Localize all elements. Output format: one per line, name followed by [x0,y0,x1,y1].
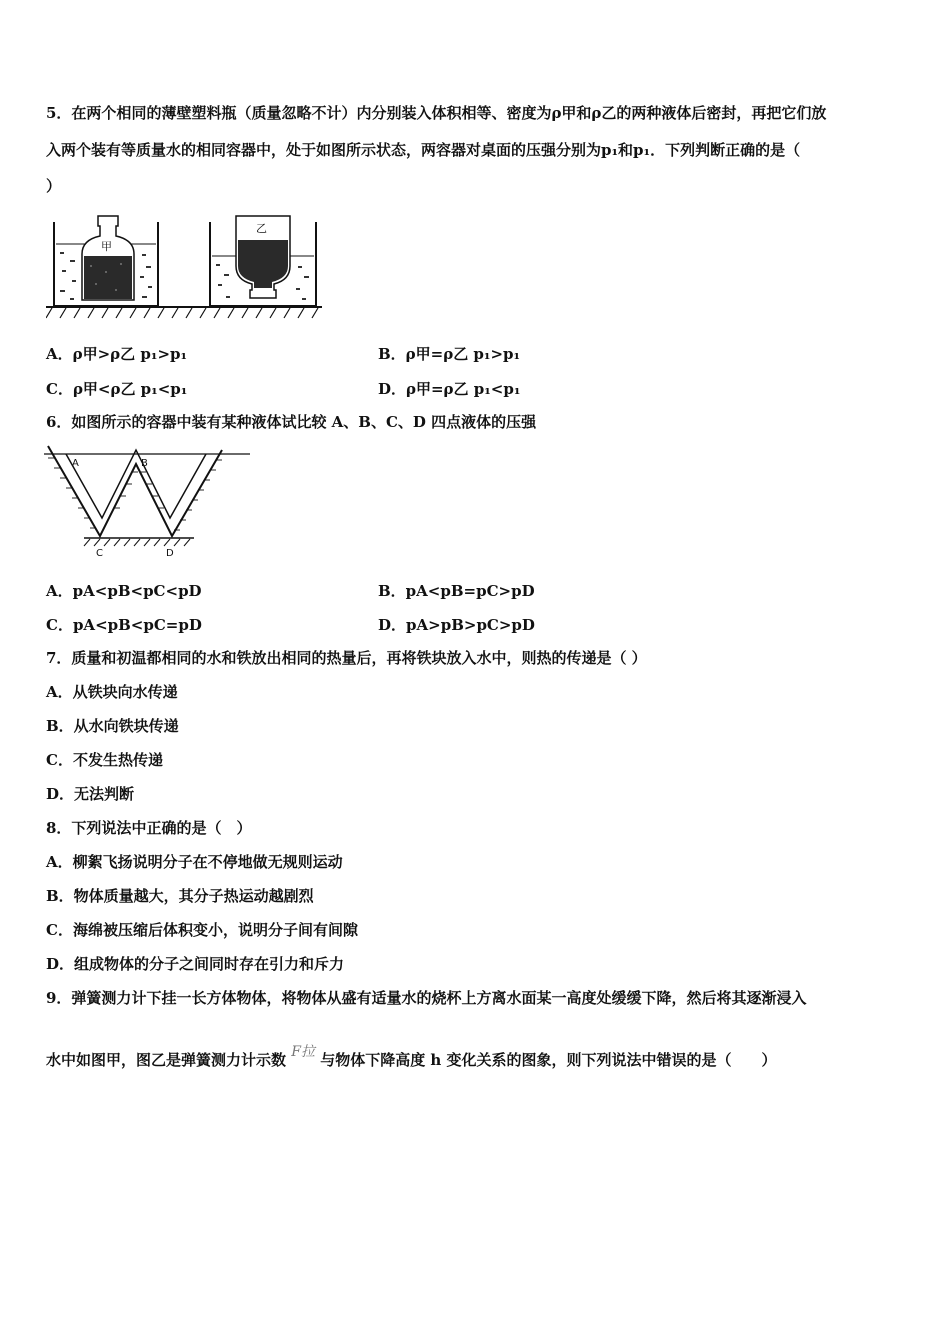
q9-stem-line1: 9．弹簧测力计下挂一长方体物体，将物体从盛有适量水的烧杯上方离水面某一高度处缓缓下降，然后将其逐渐浸入 [46,989,807,1007]
q6-stem: 6．如图所示的容器中装有某种液体试比较 A、B、C、D 四点液体的压强 [46,413,537,431]
left-container [54,216,158,306]
q7-option-a: A．从铁块向水传递 [46,683,178,701]
q9-stem-part2: 与物体下降高度 h 变化关系的图象，则下列说法中错误的是（ ） [320,1051,777,1069]
ground-hatch [84,539,190,546]
q5-figure [46,210,326,325]
q8-stem: 8．下列说法中正确的是（ ） [46,819,252,837]
q7-stem: 7．质量和初温都相同的水和铁放出相同的热量后，再将铁块放入水中，则热的传递是（ ） [46,649,647,667]
q5-stem-line2: 入两个装有等质量水的相同容器中，处于如图所示状态，两容器对桌面的压强分别为p₁和p₁．下列判断正确的是（ [46,141,801,159]
q5-stem-line3: ） [46,177,62,195]
q9-formula-f-la: F拉 [291,1044,315,1060]
q6-option-c: C．pA<pB<pC=pD [46,616,202,634]
q8-option-a: A．柳絮飞扬说明分子在不停地做无规则运动 [46,853,343,871]
q6-point-c: C [96,548,103,559]
q7-option-d: D．无法判断 [46,785,135,803]
q7-option-b: B．从水向铁块传递 [46,717,179,735]
q8-option-c: C．海绵被压缩后体积变小，说明分子间有间隙 [46,921,358,939]
q9-stem-line2 [46,1044,777,1071]
q6-figure [44,444,254,562]
ground-hatch [46,308,318,318]
q6-option-a: A．pA<pB<pC<pD [46,582,202,600]
q9-stem-part1: 水中如图甲，图乙是弹簧测力计示数 [46,1051,287,1069]
q8-option-b: B．物体质量越大，其分子热运动越剧烈 [46,887,314,905]
q6-point-d: D [166,548,174,559]
q6-option-d: D．pA>pB>pC>pD [378,616,535,634]
q5-option-c: C．ρ甲<ρ乙 p₁<p₁ [46,380,188,398]
q7-option-c: C．不发生热传递 [46,751,163,769]
q8-option-d: D．组成物体的分子之间同时存在引力和斥力 [46,955,345,973]
q5-label-jia: 甲 [101,240,112,253]
q6-option-b: B．pA<pB=pC>pD [378,582,535,600]
q5-label-yi: 乙 [256,222,267,235]
q5-option-b: B．ρ甲=ρ乙 p₁>p₁ [378,345,521,363]
q6-point-b: B [141,458,148,469]
q5-stem-line1: 5．在两个相同的薄壁塑料瓶（质量忽略不计）内分别装入体积相等、密度为ρ甲和ρ乙的两种液体后密封，再把它们放 [46,104,827,122]
q5-option-d: D．ρ甲=ρ乙 p₁<p₁ [378,380,521,398]
right-container [210,216,316,306]
q6-point-a: A [72,458,79,469]
q5-option-a: A．ρ甲>ρ乙 p₁>p₁ [46,345,188,363]
